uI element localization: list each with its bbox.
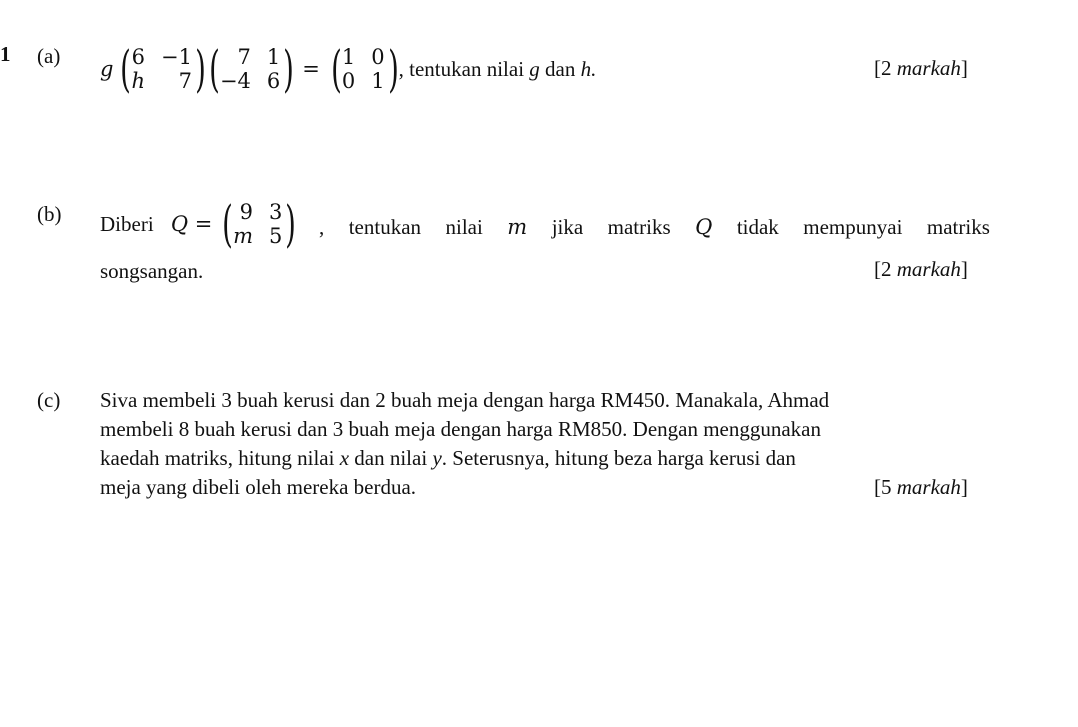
var-h: h. <box>580 57 597 81</box>
marks-word: markah <box>896 475 961 499</box>
matrix-1 <box>117 40 206 98</box>
matrix-1-grid <box>131 45 192 93</box>
m3-cell: 0 <box>371 45 385 69</box>
m1-cell: 6 <box>131 45 145 69</box>
word: nilai <box>445 215 483 239</box>
part-c-line2: membeli 8 buah kerusi dan 3 buah meja dengan harga RM850. Dengan menggunakan <box>100 417 822 441</box>
word: matriks <box>926 215 990 239</box>
word: jika <box>551 215 584 239</box>
part-c-line1: Siva membeli 3 buah kerusi dan 2 buah meja dengan harga RM450. Manakala, Ahmad <box>100 388 830 412</box>
var-q: Q <box>170 212 189 236</box>
word: , <box>319 215 325 239</box>
c3-c: . Seterusnya, hitung beza harga kerusi dan <box>441 446 796 470</box>
m2-cell: 6 <box>266 69 281 93</box>
part-c-marks <box>874 473 968 502</box>
word: mempunyai <box>803 215 903 239</box>
m3-cell: 1 <box>341 45 356 69</box>
part-a-marks <box>874 56 968 81</box>
m1-cell: h <box>131 69 145 93</box>
marks-close: ] <box>960 257 968 281</box>
marks-word: markah <box>896 56 961 80</box>
matrix-2-grid <box>220 45 280 93</box>
marks-close: ] <box>960 56 968 80</box>
matrix-q <box>219 195 297 253</box>
m2-cell: 1 <box>266 45 281 69</box>
part-c-paragraph <box>100 386 990 502</box>
m2-cell: 7 <box>237 45 251 69</box>
var-y: y <box>432 446 442 470</box>
marks-open: [5 <box>874 475 897 499</box>
m3-cell: 0 <box>341 69 356 93</box>
word: matriks <box>607 215 671 239</box>
matrix-2 <box>206 40 295 98</box>
q-cell: 3 <box>269 200 283 224</box>
part-c-line4-row <box>100 473 990 502</box>
coef-g: g <box>100 57 114 81</box>
part-b-lead: Diberi <box>100 212 159 236</box>
word: tidak <box>736 215 779 239</box>
equals-sign: = <box>188 212 220 236</box>
m3-cell: 1 <box>371 69 385 93</box>
marks-open: [2 <box>874 56 897 80</box>
marks-open: [2 <box>874 257 897 281</box>
word: tentukan <box>348 215 422 239</box>
paren-right: ) <box>283 40 295 98</box>
part-b-text-line1 <box>319 213 990 241</box>
var-q2: Q <box>695 215 713 239</box>
paren-right: ) <box>195 40 206 98</box>
var-x: x <box>339 446 350 470</box>
part-c-line4: meja yang dibeli oleh mereka berdua. <box>100 475 417 499</box>
matrix-3-grid <box>342 45 385 93</box>
equals-sign: = <box>302 57 320 81</box>
marks-word: markah <box>896 257 961 281</box>
part-a-text-1: , tentukan nilai <box>398 57 530 81</box>
paren-left: ( <box>222 195 233 253</box>
part-c-line3 <box>100 444 990 473</box>
c3-b: dan nilai <box>349 446 433 470</box>
part-c-label: (c) <box>37 388 61 412</box>
part-b-label: (b) <box>37 202 62 226</box>
m1-cell: −1 <box>160 45 192 69</box>
paren-right: ) <box>285 195 297 253</box>
paren-right: ) <box>387 40 399 98</box>
matrix-q-grid <box>233 200 282 248</box>
part-a-text <box>399 55 597 83</box>
part-b-equation <box>100 195 297 253</box>
part-b-line2: songsangan. <box>100 259 204 283</box>
part-a-label: (a) <box>37 44 61 68</box>
q-cell: m <box>233 224 253 248</box>
paren-left: ( <box>209 40 220 98</box>
part-b-marks <box>874 257 968 282</box>
m1-cell: 7 <box>178 69 192 93</box>
m2-cell: −4 <box>219 69 251 93</box>
q-cell: 9 <box>239 200 253 224</box>
var-m: m <box>507 215 528 239</box>
var-g: g <box>529 57 540 81</box>
q-cell: 5 <box>269 224 283 248</box>
part-a-text-2: dan <box>539 57 581 81</box>
part-a-equation <box>100 40 597 98</box>
matrix-3 <box>328 40 399 98</box>
paren-left: ( <box>331 40 342 98</box>
c3-a: kaedah matriks, hitung nilai <box>100 446 340 470</box>
marks-close: ] <box>960 475 968 499</box>
paren-left: ( <box>120 40 132 98</box>
question-number: 1 <box>0 42 11 66</box>
